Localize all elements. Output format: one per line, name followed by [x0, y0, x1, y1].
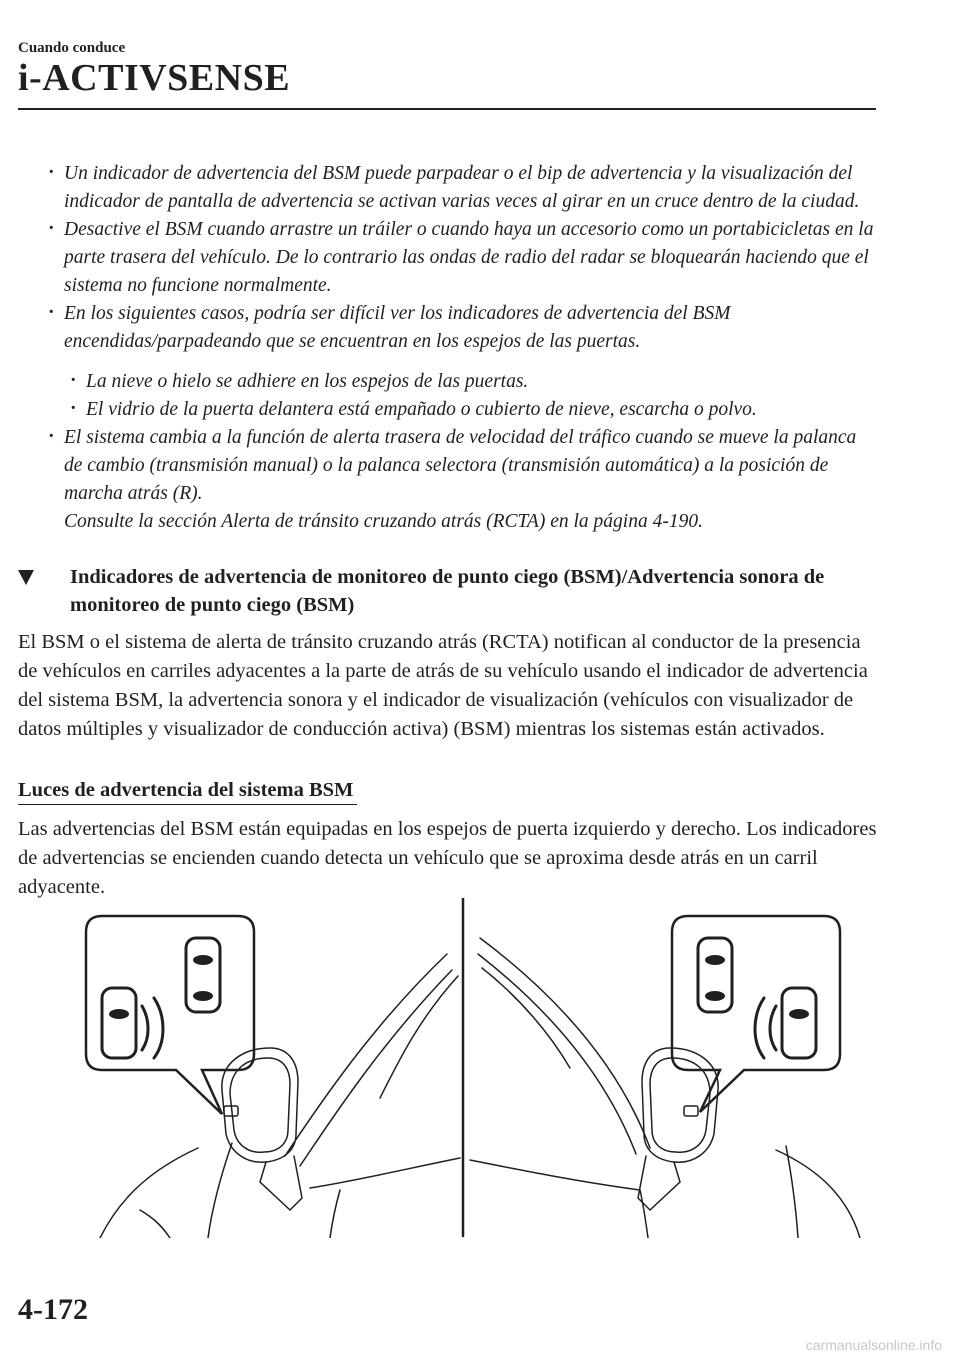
watermark: carmanualsonline.info — [805, 1337, 942, 1353]
page-number: 4-172 — [18, 1293, 88, 1326]
right-door-mirror — [638, 1048, 718, 1210]
right-callout — [672, 916, 840, 1112]
section-heading-text: Indicadores de advertencia de monitoreo de punto ciego (BSM)/Advertencia sonora de monitoreo de punto ciego (BSM) — [70, 566, 825, 616]
left-door-mirror — [222, 1048, 302, 1210]
sub-note-item: · El vidrio de la puerta delantera está empañado o cubierto de nieve, escarcha o polvo. — [44, 396, 874, 424]
note-item: · Un indicador de advertencia del BSM puede parpadear o el bip de advertencia y la visualización del indicador de pantalla de advertencia se activan varias veces al girar en un cruce dentro de la ciudad. — [44, 160, 874, 216]
section-label: Cuando conduce — [18, 40, 126, 56]
triangle-bullet-icon — [18, 570, 34, 585]
section-heading — [18, 563, 878, 619]
note-text: El sistema cambia a la función de alerta trasera de velocidad del tráfico cuando se mueve la palanca de cambio (transmisión manual) o la palanca selectora (transmisión automática) a la posición de marcha atrás (R). — [64, 427, 857, 504]
intro-paragraph: El BSM o el sistema de alerta de tránsito cruzando atrás (RCTA) notifican al conductor de la presencia de vehículos en carriles adyacentes a la parte de atrás de su vehículo usando el indicador de advertencia del sistema BSM, la advertencia sonora y el indicador de visualización (vehículos con visualizador de datos múltiples y visualizador de conducción activa) (BSM) mientras los sistemas están activados. — [18, 631, 868, 740]
mirror-illustration — [80, 898, 880, 1238]
subheading: Luces de advertencia del sistema BSM — [18, 776, 357, 805]
note-item: · Desactive el BSM cuando arrastre un tráiler o cuando haya un accesorio como un portabicicletas en la parte trasera del vehículo. De lo contrario las ondas de radio del radar se bloquearán haciendo que el sistema no funcione normalmente. — [44, 216, 874, 300]
section-title: i-ACTIVSENSE — [18, 57, 291, 99]
header-divider — [18, 108, 876, 110]
notes-list — [44, 160, 874, 536]
note-item: · En los siguientes casos, podría ser difícil ver los indicadores de advertencia del BSM encendidas/parpadeando que se encuentran en los espejos de las puertas. — [44, 300, 874, 356]
page-reference: Consulte la sección Alerta de tránsito cruzando atrás (RCTA) en la página 4-190. — [64, 511, 703, 532]
sub-note-item: · La nieve o hielo se adhiere en los espejos de las puertas. — [44, 368, 874, 396]
note-item — [44, 424, 874, 536]
left-a-pillar — [285, 954, 447, 1156]
mirror-indicator-icon — [684, 1106, 698, 1116]
right-a-pillar — [480, 938, 650, 1148]
description-paragraph: Las advertencias del BSM están equipadas en los espejos de puerta izquierdo y derecho. Los indicadores de advertencias se encienden cuando detecta un vehículo que se aproxima desde atrás en un carril adyacente. — [18, 818, 877, 898]
left-callout — [86, 916, 254, 1114]
